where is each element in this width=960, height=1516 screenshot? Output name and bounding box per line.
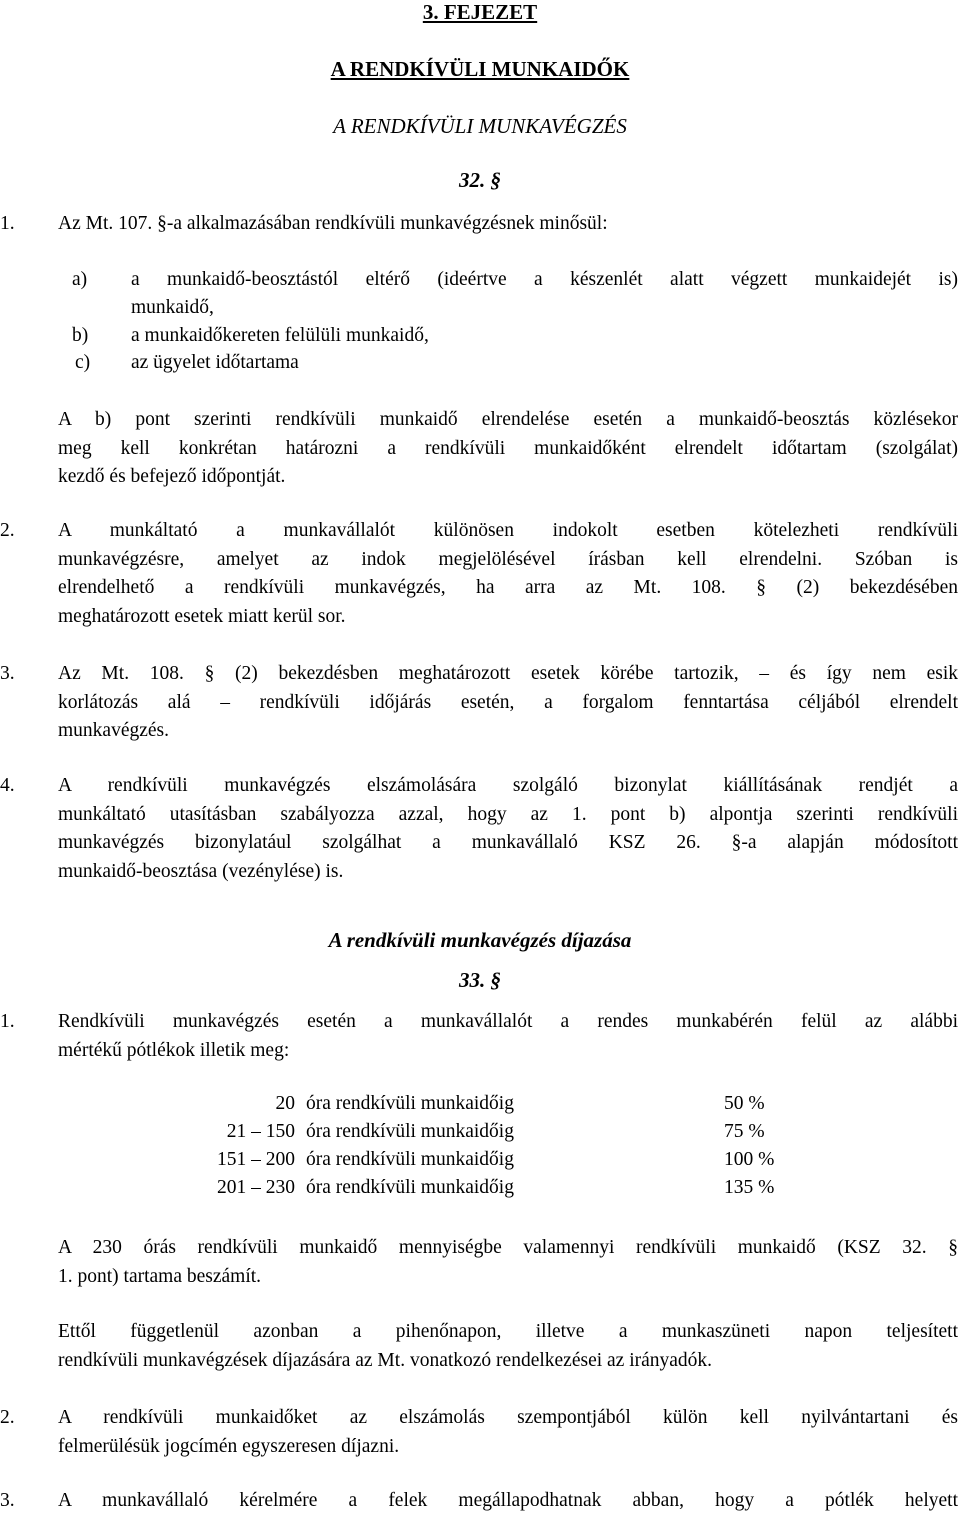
hours-description: óra rendkívüli munkaidőig bbox=[306, 1093, 514, 1114]
hours-range: 20 bbox=[275, 1093, 295, 1114]
paragraph-33-2 bbox=[58, 1404, 958, 1461]
note-line: kezdő és befejező időpontját. bbox=[58, 466, 286, 488]
paragraph-line: munkaidő-beosztása (vezénylése) is. bbox=[58, 860, 344, 882]
paragraph-number: 1. bbox=[0, 213, 15, 234]
list-letter-c: c) bbox=[75, 352, 91, 373]
note-line: A b) pont szerinti rendkívüli munkaidő elrendelése esetén a munkaidő-beosztás közlésekor bbox=[58, 409, 958, 430]
allowance-percent: 75 % bbox=[724, 1121, 765, 1142]
note-paragraph bbox=[58, 406, 958, 492]
allowance-row bbox=[0, 1149, 960, 1177]
allowance-percent: 50 % bbox=[724, 1093, 765, 1114]
paragraph-number: 1. bbox=[0, 1011, 15, 1032]
paragraph-line: Ettől függetlenül azonban a pihenőnapon, illetve a munkaszüneti napon teljesített bbox=[58, 1321, 958, 1342]
paragraph-line: A rendkívüli munkavégzés elszámolására szolgáló bizonylat kiállításának rendjét a bbox=[58, 775, 958, 796]
section-title: A RENDKÍVÜLI MUNKAVÉGZÉS bbox=[333, 114, 627, 138]
paragraph-line: munkavégzés bizonylatául szolgálhat a munkavállaló KSZ 26. §-a alapján módosított bbox=[58, 832, 958, 854]
paragraph-33-3 bbox=[58, 1487, 958, 1516]
paragraph-number: 3. bbox=[0, 663, 15, 684]
chapter-subtitle: A RENDKÍVÜLI MUNKAIDŐK bbox=[330, 57, 630, 81]
paragraph-line: elrendelhető a rendkívüli munkavégzés, ha arra az Mt. 108. § (2) bekezdésében bbox=[58, 577, 958, 599]
paragraph-2 bbox=[58, 517, 958, 631]
list-item-c: az ügyelet időtartama bbox=[131, 352, 299, 373]
hours-range: 201 – 230 bbox=[217, 1177, 295, 1198]
paragraph-number: 2. bbox=[0, 1407, 15, 1428]
paragraph-line: mértékű pótlékok illetik meg: bbox=[58, 1039, 290, 1061]
paragraph-3 bbox=[58, 660, 958, 746]
note-line: meg kell konkrétan határozni a rendkívüli munkaidőként elrendelt időtartam (szolgálat) bbox=[58, 437, 958, 459]
paragraph-line: Rendkívüli munkavégzés esetén a munkavállalót a rendes munkabérén felül az alábbi bbox=[58, 1011, 958, 1032]
hours-range: 151 – 200 bbox=[217, 1149, 295, 1170]
paragraph-number: 4. bbox=[0, 775, 15, 796]
section-number-32: 32. § bbox=[459, 168, 501, 192]
paragraph-line: munkavégzésre, amelyet az indok megjelölésével írásban kell elrendelni. Szóban is bbox=[58, 548, 958, 570]
paragraph-line: Az Mt. 108. § (2) bekezdésben meghatározott esetek körébe tartozik, – és így nem esik bbox=[58, 663, 958, 684]
paragraph-line: A 230 órás rendkívüli munkaidő mennyiségbe valamennyi rendkívüli munkaidő (KSZ 32. § bbox=[58, 1237, 958, 1258]
list-item-a-line1: a munkaidő-beosztástól eltérő (ideértve a készenlét alatt végzett munkaidejét is) bbox=[131, 269, 958, 290]
allowance-percent: 135 % bbox=[724, 1177, 775, 1198]
allowance-row bbox=[0, 1177, 960, 1205]
paragraph-1-text: Az Mt. 107. §-a alkalmazásában rendkívüli munkavégzésnek minősül: bbox=[58, 213, 608, 234]
paragraph-line: A munkáltató a munkavállalót különösen indokolt esetben kötelezheti rendkívüli bbox=[58, 520, 958, 541]
after-table-paragraph bbox=[58, 1234, 958, 1291]
paragraph-line: rendkívüli munkavégzések díjazására az Mt. vonatkozó rendelkezései az irányadók. bbox=[58, 1349, 713, 1371]
section-number-33: 33. § bbox=[459, 968, 501, 992]
hours-range: 21 – 150 bbox=[226, 1121, 295, 1142]
hours-description: óra rendkívüli munkaidőig bbox=[306, 1177, 514, 1198]
paragraph-number: 2. bbox=[0, 520, 15, 541]
hours-description: óra rendkívüli munkaidőig bbox=[306, 1121, 514, 1142]
paragraph-33-1 bbox=[58, 1008, 958, 1065]
list-item-a-line2: munkaidő, bbox=[131, 297, 214, 318]
list-letter-a: a) bbox=[72, 269, 88, 290]
section-33-heading: A rendkívüli munkavégzés díjazása bbox=[328, 928, 632, 952]
paragraph-line: felmerülésük jogcímén egyszeresen díjazni. bbox=[58, 1435, 400, 1457]
paragraph-line: meghatározott esetek miatt kerül sor. bbox=[58, 605, 346, 627]
hours-description: óra rendkívüli munkaidőig bbox=[306, 1149, 514, 1170]
paragraph-line: A munkavállaló kérelmére a felek megállapodhatnak abban, hogy a pótlék helyett bbox=[58, 1490, 958, 1511]
paragraph-line: munkáltató utasításban szabályozza azzal, hogy az 1. pont b) alpontja szerinti rendkívüli bbox=[58, 803, 958, 825]
paragraph-number: 3. bbox=[0, 1490, 15, 1511]
list-item-a bbox=[131, 266, 958, 322]
paragraph-4 bbox=[58, 772, 958, 886]
allowance-percent: 100 % bbox=[724, 1149, 775, 1170]
list-letter-b: b) bbox=[72, 325, 89, 346]
paragraph-line: korlátozás alá – rendkívüli időjárás esetén, a forgalom fenntartása céljából elrendelt bbox=[58, 691, 958, 713]
chapter-title: 3. FEJEZET bbox=[422, 0, 538, 24]
list-item-b: a munkaidőkereten felülüli munkaidő, bbox=[131, 325, 429, 346]
allowance-row bbox=[0, 1121, 960, 1149]
independent-paragraph bbox=[58, 1318, 958, 1375]
paragraph-line: munkavégzés. bbox=[58, 720, 170, 742]
allowance-row bbox=[0, 1093, 960, 1121]
paragraph-line: A rendkívüli munkaidőket az elszámolás szempontjából külön kell nyilvántartani és bbox=[58, 1407, 958, 1428]
paragraph-line: 1. pont) tartama beszámít. bbox=[58, 1265, 262, 1287]
